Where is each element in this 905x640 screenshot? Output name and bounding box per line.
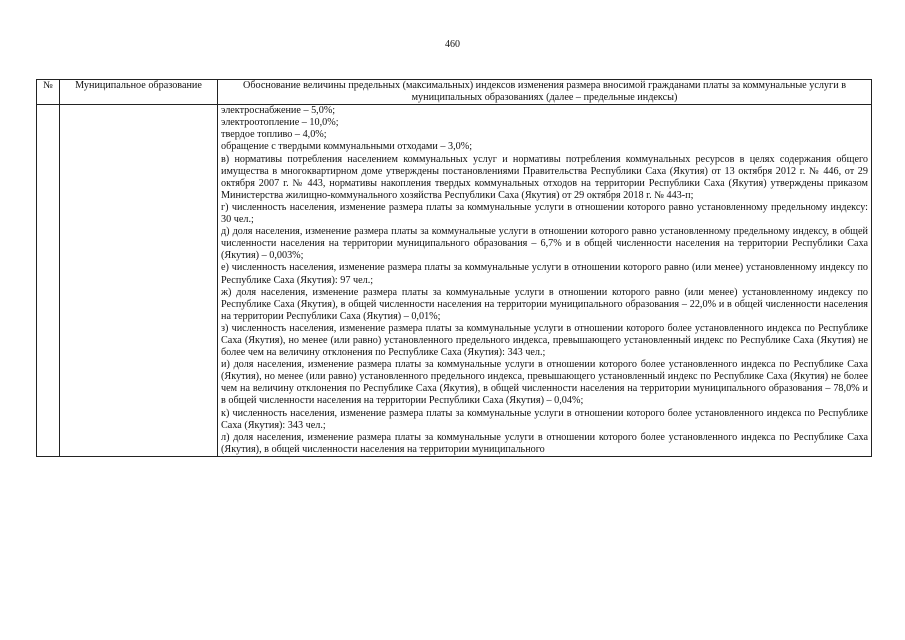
- paragraph: ж) доля населения, изменение размера платы за коммунальные услуги в отношении которого равно (или менее) установленному индексу по Республике Саха (Якутия), в общей численности населения на территории муниципального образования – 22,0% и в общей численности населения на территории Республики Саха (Якутия) – 0,01%;: [221, 286, 868, 322]
- header-municipality-label: Муниципальное образование: [75, 80, 202, 91]
- paragraph: обращение с твердыми коммунальными отходами – 3,0%;: [221, 141, 473, 153]
- paragraph: в) нормативы потребления населением коммунальных услуг и нормативы потребления коммунальных ресурсов в целях содержания общего имущества в многоквартирном доме утверждены постановлениями Правительства Республики Саха (Якутия) от 13 октября 2012 г. № 446, от 29 октября 2007 г. № 443, нормативы накопления твердых коммунальных отходов на территории Республики Саха (Якутия) утверждены приказом Министерства жилищно-коммунального хозяйства Республики Саха (Якутия) от 29 октября 2018 г. № 443-п;: [221, 153, 868, 201]
- table-row: [37, 105, 872, 457]
- paragraph: и) доля населения, изменение размера платы за коммунальные услуги в отношении которого более установленного индекса по Республике Саха (Якутия), но менее (или равно) установленного предельного индекса, превышающего установленный индекс по Республике Саха (Якутия) не более чем на величину отклонения по Республике Саха (Якутия), в общей численности населения на территории муниципального образования – 78,0% и в общей численности населения на территории Республики Саха (Якутия) – 0,04%;: [221, 359, 868, 407]
- cell-justification: [218, 105, 872, 457]
- header-municipality: [60, 80, 218, 105]
- cell-number: [37, 105, 60, 457]
- paragraph: электроснабжение – 5,0%;: [221, 105, 336, 117]
- paragraph: твердое топливо – 4,0%;: [221, 129, 327, 141]
- paragraph: г) численность населения, изменение размера платы за коммунальные услуги в отношении которого равно установленному предельному индексу: 30 чел.;: [221, 201, 868, 226]
- justification-table: [36, 79, 872, 457]
- paragraph: з) численность населения, изменение размера платы за коммунальные услуги в отношении которого более установленного индекса по Республике Саха (Якутия), но менее (или равно) установленного предельного индекса, превышающего установленный индекс по Республике Саха (Якутия) не более чем на величину отклонения по Республике Саха (Якутия): 343 чел.;: [221, 322, 868, 359]
- table-header-row: [37, 80, 872, 105]
- page-number: 460: [445, 39, 460, 50]
- paragraph: л) доля населения, изменение размера платы за коммунальные услуги в отношении которого более установленного индекса по Республике Саха (Якутия), в общей численности населения на территории муниципального: [221, 431, 868, 455]
- header-justification-label: Обоснование величины предельных (максимальных) индексов изменения размера вносимой гражданами платы за коммунальные услуги в муниципальных образованиях (далее – предельные индексы): [242, 80, 847, 104]
- paragraph: к) численность населения, изменение размера платы за коммунальные услуги в отношении которого более установленного индекса по Республике Саха (Якутия): 343 чел.;: [221, 407, 868, 431]
- cell-municipality: [60, 105, 218, 457]
- header-number: №: [37, 80, 60, 105]
- paragraph: электроотопление – 10,0%;: [221, 117, 339, 129]
- paragraph: е) численность населения, изменение размера платы за коммунальные услуги в отношении которого равно (или менее) установленному индексу по Республике Саха (Якутия): 97 чел.;: [221, 262, 868, 286]
- header-justification: [218, 80, 872, 105]
- paragraph: д) доля населения, изменение размера платы за коммунальные услуги в отношении которого равно установленному предельному индексу, в общей численности населения на территории муниципального образования – 6,7% и в общей численности населения на территории Республики Саха (Якутия) – 0,003%;: [221, 226, 868, 262]
